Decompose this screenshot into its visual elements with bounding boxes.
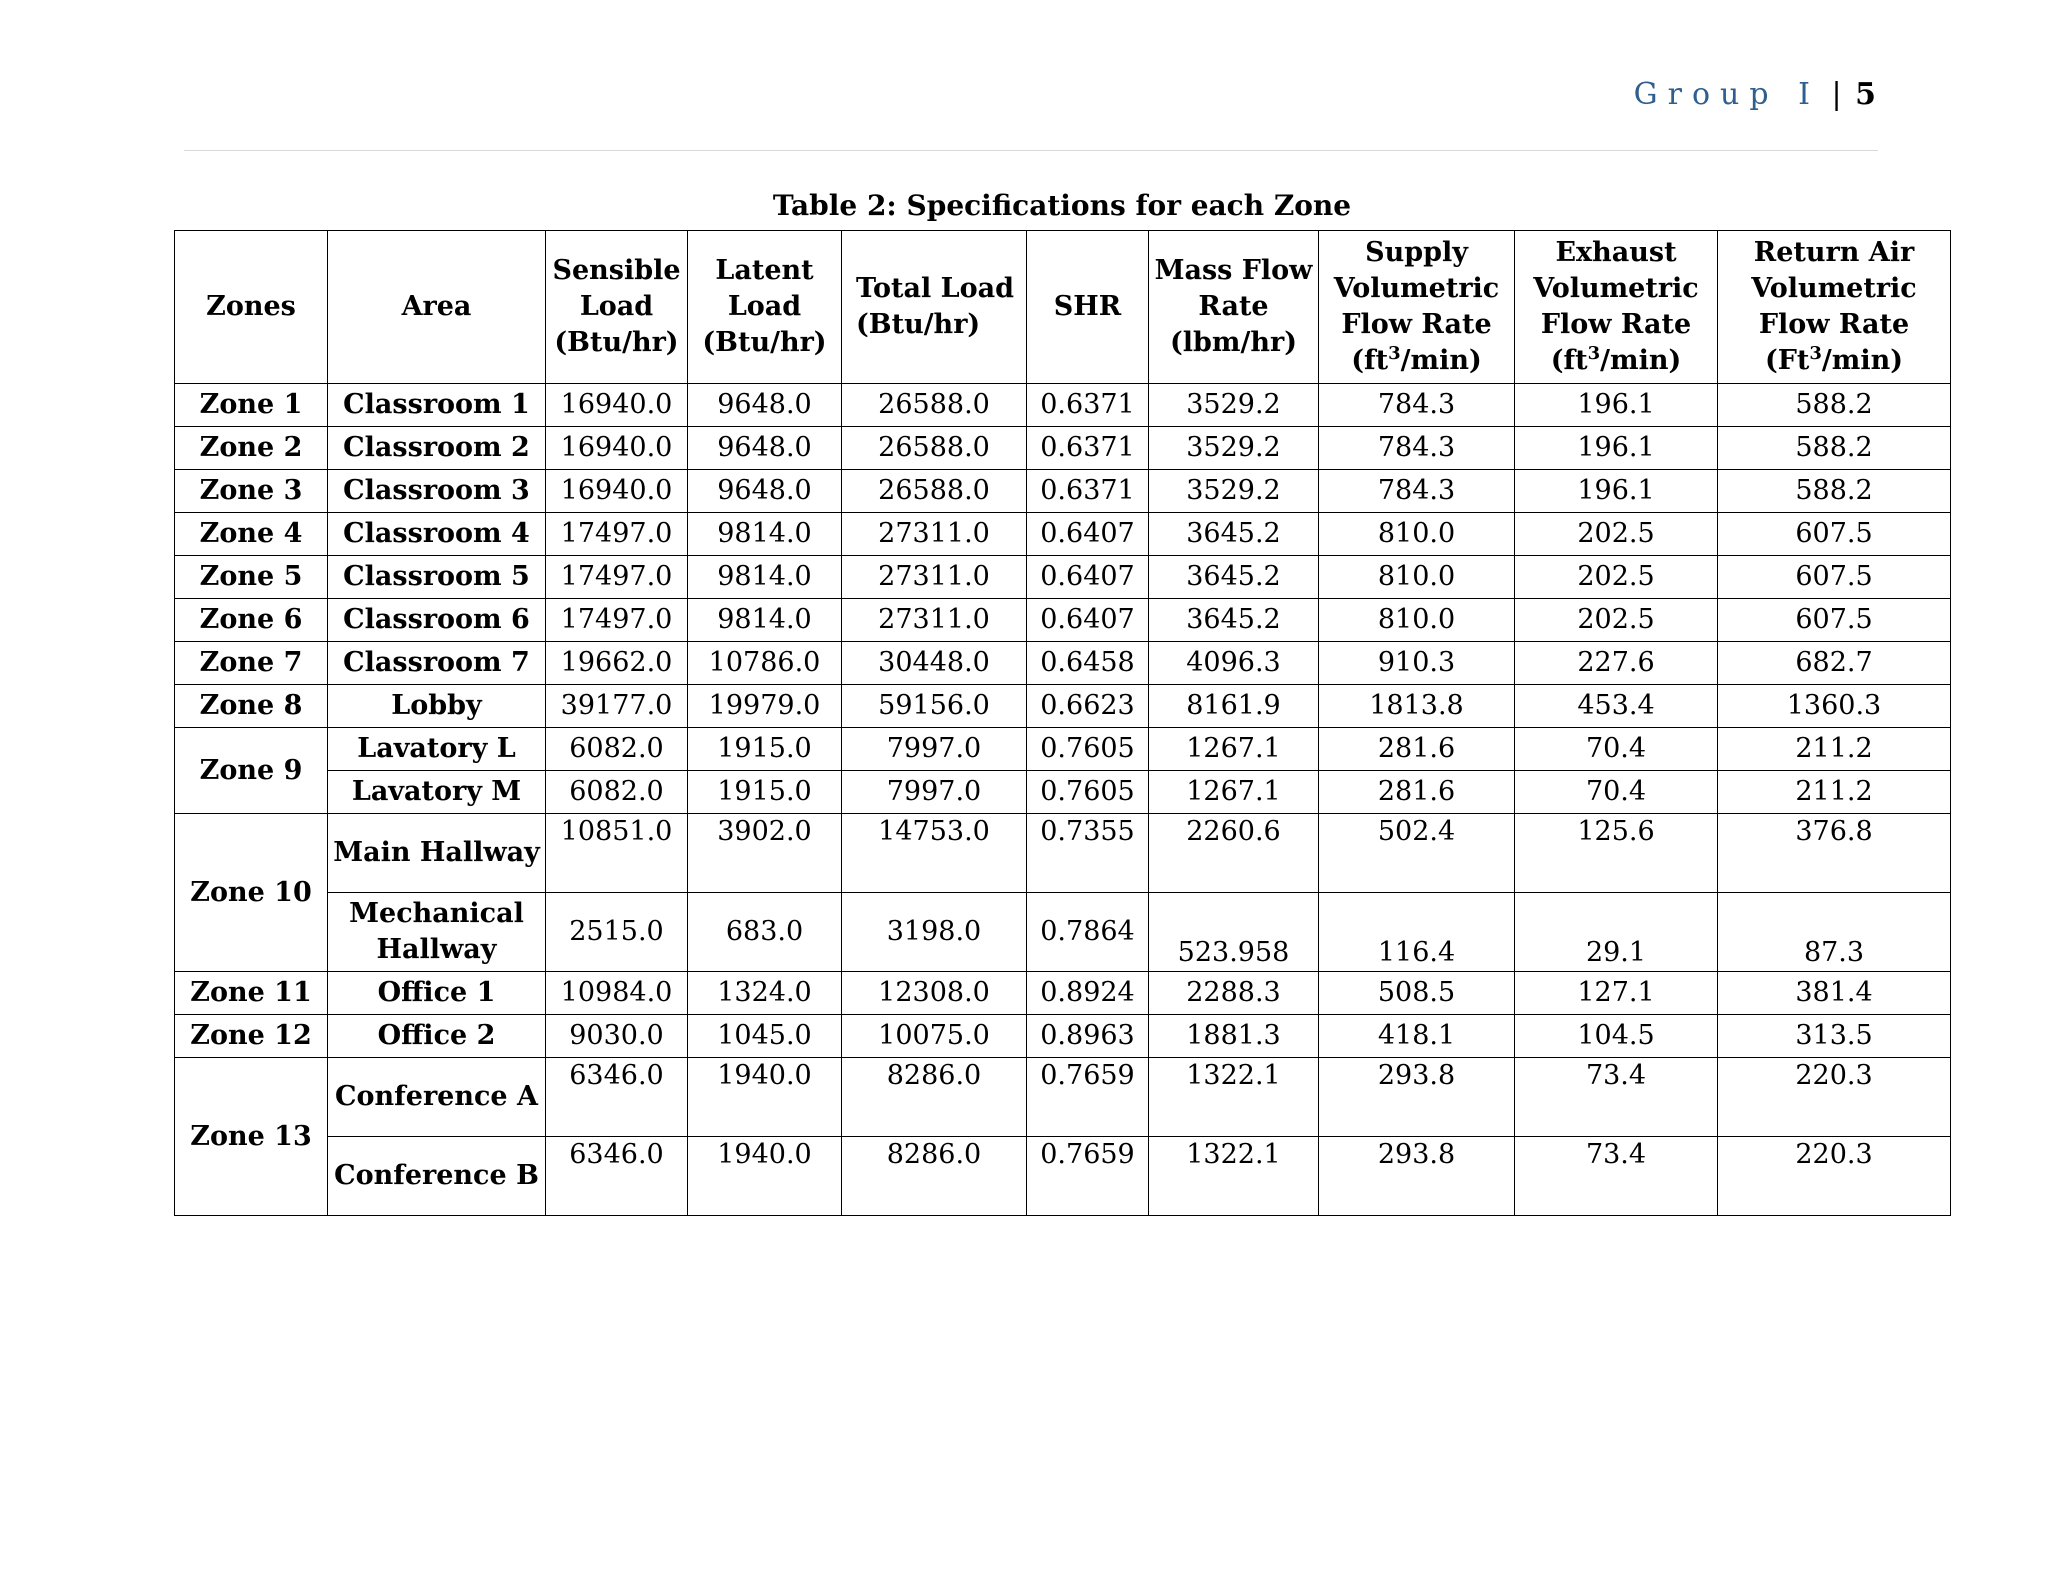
return-cell: 682.7 <box>1718 642 1951 685</box>
area-cell: Conference B <box>328 1137 546 1216</box>
header-divider <box>184 150 1878 151</box>
total-cell: 26588.0 <box>842 470 1027 513</box>
return-cell: 87.3 <box>1718 893 1951 972</box>
total-cell: 8286.0 <box>842 1058 1027 1137</box>
latent-cell: 9814.0 <box>688 513 842 556</box>
mass-flow-cell: 2288.3 <box>1149 972 1319 1015</box>
return-cell: 381.4 <box>1718 972 1951 1015</box>
col-header-latent: Latent Load (Btu/hr) <box>688 231 842 384</box>
shr-cell: 0.7355 <box>1027 814 1149 893</box>
exhaust-cell: 202.5 <box>1515 513 1718 556</box>
return-cell: 588.2 <box>1718 470 1951 513</box>
total-cell: 59156.0 <box>842 685 1027 728</box>
sensible-cell: 17497.0 <box>546 513 688 556</box>
exhaust-cell: 73.4 <box>1515 1058 1718 1137</box>
table-row <box>175 728 1951 771</box>
zone-cell: Zone 11 <box>175 972 328 1015</box>
latent-cell: 9648.0 <box>688 384 842 427</box>
sensible-cell: 6082.0 <box>546 771 688 814</box>
latent-cell: 9648.0 <box>688 470 842 513</box>
area-cell: Classroom 6 <box>328 599 546 642</box>
supply-cell: 784.3 <box>1319 470 1515 513</box>
mass-flow-cell: 1322.1 <box>1149 1137 1319 1216</box>
sensible-cell: 16940.0 <box>546 384 688 427</box>
return-cell: 607.5 <box>1718 599 1951 642</box>
table-row <box>175 893 1951 972</box>
shr-cell: 0.6458 <box>1027 642 1149 685</box>
supply-cell: 784.3 <box>1319 384 1515 427</box>
shr-cell: 0.8924 <box>1027 972 1149 1015</box>
header-group-label: Group I <box>1633 77 1820 112</box>
supply-cell: 418.1 <box>1319 1015 1515 1058</box>
latent-cell: 9814.0 <box>688 556 842 599</box>
total-cell: 3198.0 <box>842 893 1027 972</box>
page-header <box>1634 76 1876 114</box>
table-row <box>175 685 1951 728</box>
latent-cell: 1940.0 <box>688 1058 842 1137</box>
exhaust-cell: 196.1 <box>1515 427 1718 470</box>
shr-cell: 0.6407 <box>1027 513 1149 556</box>
exhaust-cell: 202.5 <box>1515 556 1718 599</box>
shr-cell: 0.6407 <box>1027 556 1149 599</box>
mass-flow-cell: 1322.1 <box>1149 1058 1319 1137</box>
supply-cell: 281.6 <box>1319 728 1515 771</box>
area-cell: Lavatory M <box>328 771 546 814</box>
supply-cell: 910.3 <box>1319 642 1515 685</box>
header-separator: | <box>1831 77 1842 112</box>
exhaust-cell: 202.5 <box>1515 599 1718 642</box>
shr-cell: 0.6407 <box>1027 599 1149 642</box>
latent-cell: 10786.0 <box>688 642 842 685</box>
zone-cell: Zone 5 <box>175 556 328 599</box>
area-cell: Mechanical Hallway <box>328 893 546 972</box>
shr-cell: 0.7605 <box>1027 771 1149 814</box>
area-cell: Classroom 1 <box>328 384 546 427</box>
supply-cell: 116.4 <box>1319 893 1515 972</box>
return-cell: 220.3 <box>1718 1058 1951 1137</box>
sensible-cell: 19662.0 <box>546 642 688 685</box>
supply-cell: 810.0 <box>1319 556 1515 599</box>
exhaust-cell: 453.4 <box>1515 685 1718 728</box>
page-number: 5 <box>1855 77 1876 112</box>
area-cell: Lobby <box>328 685 546 728</box>
supply-cell: 810.0 <box>1319 513 1515 556</box>
mass-flow-cell: 3645.2 <box>1149 513 1319 556</box>
zone-cell: Zone 13 <box>175 1058 328 1216</box>
area-cell: Classroom 3 <box>328 470 546 513</box>
shr-cell: 0.6371 <box>1027 427 1149 470</box>
area-cell: Main Hallway <box>328 814 546 893</box>
zone-cell: Zone 3 <box>175 470 328 513</box>
return-cell: 607.5 <box>1718 513 1951 556</box>
zone-cell: Zone 8 <box>175 685 328 728</box>
return-cell: 211.2 <box>1718 771 1951 814</box>
shr-cell: 0.8963 <box>1027 1015 1149 1058</box>
zone-cell: Zone 1 <box>175 384 328 427</box>
col-header-zones: Zones <box>175 231 328 384</box>
exhaust-cell: 29.1 <box>1515 893 1718 972</box>
zone-cell: Zone 4 <box>175 513 328 556</box>
latent-cell: 1324.0 <box>688 972 842 1015</box>
table-row <box>175 1015 1951 1058</box>
supply-cell: 293.8 <box>1319 1137 1515 1216</box>
exhaust-cell: 127.1 <box>1515 972 1718 1015</box>
return-cell: 607.5 <box>1718 556 1951 599</box>
return-cell: 376.8 <box>1718 814 1951 893</box>
supply-cell: 281.6 <box>1319 771 1515 814</box>
exhaust-cell: 125.6 <box>1515 814 1718 893</box>
sensible-cell: 6346.0 <box>546 1137 688 1216</box>
sensible-cell: 17497.0 <box>546 556 688 599</box>
sensible-cell: 6346.0 <box>546 1058 688 1137</box>
latent-cell: 3902.0 <box>688 814 842 893</box>
exhaust-cell: 196.1 <box>1515 470 1718 513</box>
latent-cell: 9648.0 <box>688 427 842 470</box>
return-cell: 313.5 <box>1718 1015 1951 1058</box>
table-row <box>175 599 1951 642</box>
supply-cell: 502.4 <box>1319 814 1515 893</box>
mass-flow-cell: 523.958 <box>1149 893 1319 972</box>
total-cell: 10075.0 <box>842 1015 1027 1058</box>
sensible-cell: 17497.0 <box>546 599 688 642</box>
table-row <box>175 470 1951 513</box>
latent-cell: 19979.0 <box>688 685 842 728</box>
area-cell: Classroom 2 <box>328 427 546 470</box>
shr-cell: 0.6371 <box>1027 384 1149 427</box>
exhaust-cell: 73.4 <box>1515 1137 1718 1216</box>
total-cell: 27311.0 <box>842 556 1027 599</box>
shr-cell: 0.6371 <box>1027 470 1149 513</box>
area-cell: Classroom 7 <box>328 642 546 685</box>
mass-flow-cell: 3645.2 <box>1149 599 1319 642</box>
supply-cell: 508.5 <box>1319 972 1515 1015</box>
col-header-exhaust: Exhaust Volumetric Flow Rate $(ft^3/\min)$ <box>1515 231 1718 384</box>
table-row <box>175 642 1951 685</box>
area-cell: Classroom 5 <box>328 556 546 599</box>
total-cell: 12308.0 <box>842 972 1027 1015</box>
return-cell: 1360.3 <box>1718 685 1951 728</box>
table-row <box>175 556 1951 599</box>
mass-flow-cell: 3529.2 <box>1149 470 1319 513</box>
zone-specifications-table <box>174 230 1951 1216</box>
return-cell: 220.3 <box>1718 1137 1951 1216</box>
col-header-area: Area <box>328 231 546 384</box>
sensible-cell: 16940.0 <box>546 470 688 513</box>
return-cell: 211.2 <box>1718 728 1951 771</box>
table-row <box>175 427 1951 470</box>
total-cell: 26588.0 <box>842 384 1027 427</box>
latent-cell: 1045.0 <box>688 1015 842 1058</box>
zone-cell: Zone 6 <box>175 599 328 642</box>
latent-cell: 1915.0 <box>688 728 842 771</box>
table-row <box>175 1137 1951 1216</box>
sensible-cell: 16940.0 <box>546 427 688 470</box>
col-header-mass-flow: Mass Flow Rate (lbm/hr) <box>1149 231 1319 384</box>
shr-cell: 0.7659 <box>1027 1058 1149 1137</box>
supply-cell: 784.3 <box>1319 427 1515 470</box>
total-cell: 30448.0 <box>842 642 1027 685</box>
area-cell: Classroom 4 <box>328 513 546 556</box>
mass-flow-cell: 2260.6 <box>1149 814 1319 893</box>
total-cell: 8286.0 <box>842 1137 1027 1216</box>
exhaust-cell: 70.4 <box>1515 728 1718 771</box>
latent-cell: 1940.0 <box>688 1137 842 1216</box>
area-cell: Office 1 <box>328 972 546 1015</box>
exhaust-cell: 70.4 <box>1515 771 1718 814</box>
table-header-row <box>175 231 1951 384</box>
sensible-cell: 6082.0 <box>546 728 688 771</box>
col-header-return-air: Return Air Volumetric Flow Rate (Ft$^3$/min) <box>1718 231 1951 384</box>
total-cell: 27311.0 <box>842 513 1027 556</box>
latent-cell: 683.0 <box>688 893 842 972</box>
mass-flow-cell: 4096.3 <box>1149 642 1319 685</box>
table-row <box>175 814 1951 893</box>
zone-cell: Zone 9 <box>175 728 328 814</box>
zone-cell: Zone 12 <box>175 1015 328 1058</box>
total-cell: 14753.0 <box>842 814 1027 893</box>
table-row <box>175 384 1951 427</box>
shr-cell: 0.7605 <box>1027 728 1149 771</box>
mass-flow-cell: 3645.2 <box>1149 556 1319 599</box>
table-caption: Table 2: Specifications for each Zone <box>772 189 1352 222</box>
return-cell: 588.2 <box>1718 427 1951 470</box>
col-header-shr: SHR <box>1027 231 1149 384</box>
total-cell: 26588.0 <box>842 427 1027 470</box>
exhaust-cell: 196.1 <box>1515 384 1718 427</box>
mass-flow-cell: 3529.2 <box>1149 427 1319 470</box>
table-row <box>175 1058 1951 1137</box>
sensible-cell: 9030.0 <box>546 1015 688 1058</box>
area-cell: Lavatory L <box>328 728 546 771</box>
table-row <box>175 972 1951 1015</box>
mass-flow-cell: 1881.3 <box>1149 1015 1319 1058</box>
area-cell: Conference A <box>328 1058 546 1137</box>
total-cell: 27311.0 <box>842 599 1027 642</box>
shr-cell: 0.6623 <box>1027 685 1149 728</box>
zone-cell: Zone 7 <box>175 642 328 685</box>
mass-flow-cell: 8161.9 <box>1149 685 1319 728</box>
supply-cell: 1813.8 <box>1319 685 1515 728</box>
sensible-cell: 2515.0 <box>546 893 688 972</box>
exhaust-cell: 104.5 <box>1515 1015 1718 1058</box>
sensible-cell: 39177.0 <box>546 685 688 728</box>
exhaust-cell: 227.6 <box>1515 642 1718 685</box>
col-header-total: Total Load (Btu/hr) <box>842 231 1027 384</box>
area-cell: Office 2 <box>328 1015 546 1058</box>
table-row <box>175 771 1951 814</box>
sensible-cell: 10851.0 <box>546 814 688 893</box>
total-cell: 7997.0 <box>842 728 1027 771</box>
table-row <box>175 513 1951 556</box>
zone-cell: Zone 10 <box>175 814 328 972</box>
col-header-sensible: Sensible Load (Btu/hr) <box>546 231 688 384</box>
total-cell: 7997.0 <box>842 771 1027 814</box>
shr-cell: 0.7864 <box>1027 893 1149 972</box>
supply-cell: 293.8 <box>1319 1058 1515 1137</box>
zone-cell: Zone 2 <box>175 427 328 470</box>
supply-cell: 810.0 <box>1319 599 1515 642</box>
mass-flow-cell: 1267.1 <box>1149 728 1319 771</box>
mass-flow-cell: 1267.1 <box>1149 771 1319 814</box>
col-header-supply: Supply Volumetric Flow Rate $(ft^3/\min)$ <box>1319 231 1515 384</box>
return-cell: 588.2 <box>1718 384 1951 427</box>
latent-cell: 9814.0 <box>688 599 842 642</box>
shr-cell: 0.7659 <box>1027 1137 1149 1216</box>
sensible-cell: 10984.0 <box>546 972 688 1015</box>
latent-cell: 1915.0 <box>688 771 842 814</box>
mass-flow-cell: 3529.2 <box>1149 384 1319 427</box>
